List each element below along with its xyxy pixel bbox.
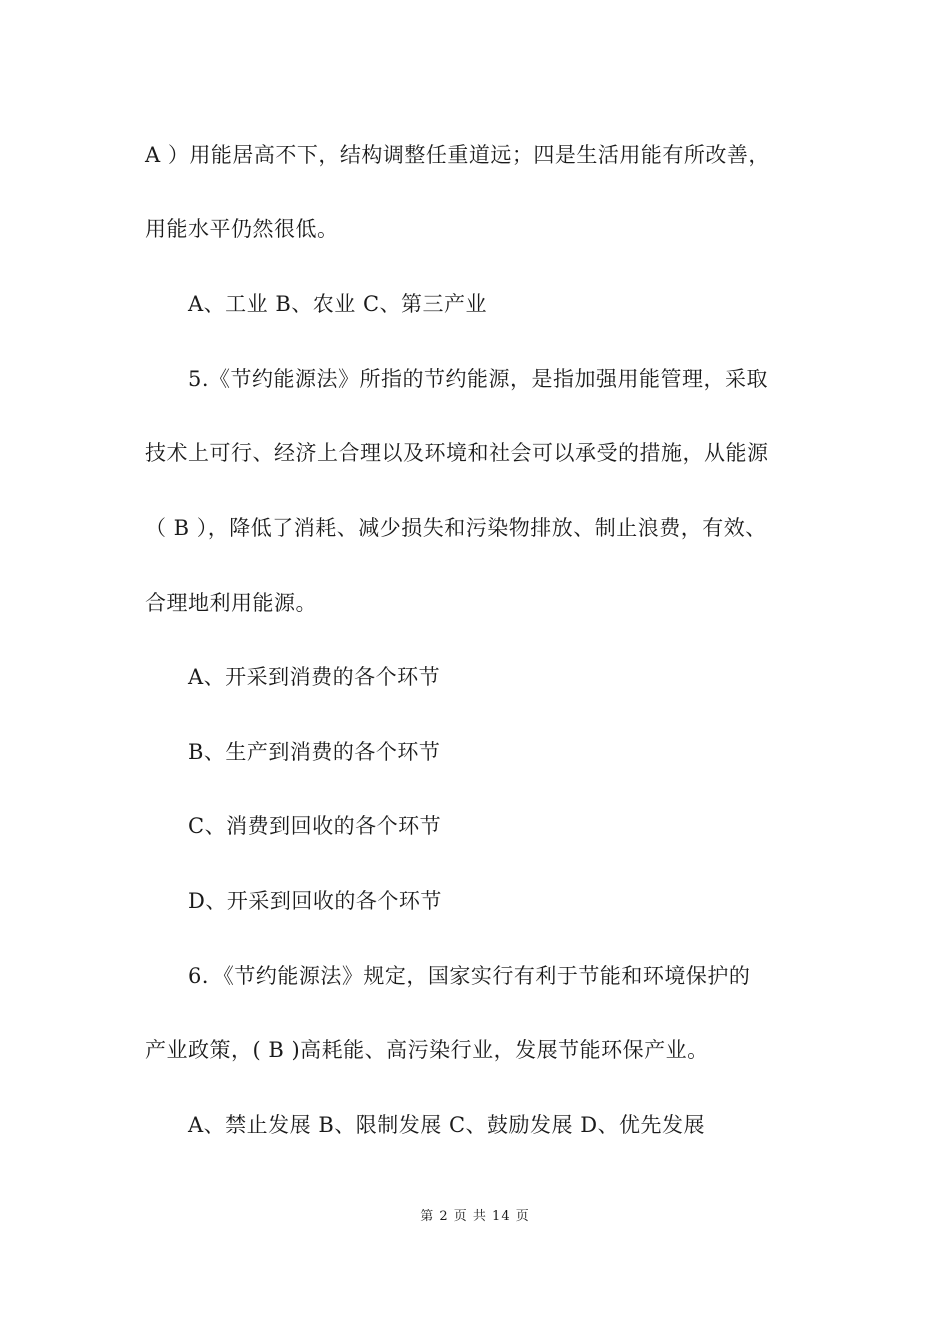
q5-question-line-4: 合理地利用能源。 xyxy=(145,591,317,615)
q5-option-b: B、生产到消费的各个环节 xyxy=(188,740,441,764)
q5-question-line-3: （ B ），降低了消耗、减少损失和污染物排放、制止浪费，有效、 xyxy=(145,516,767,540)
text-line-1: A ）用能居高不下，结构调整任重道远；四是生活用能有所改善， xyxy=(145,143,770,167)
q6-question-line-1: 6．《节约能源法》规定，国家实行有利于节能和环境保护的 xyxy=(188,964,751,988)
q5-option-c: C、消费到回收的各个环节 xyxy=(188,814,442,838)
text-line-2: 用能水平仍然很低。 xyxy=(145,217,339,241)
page-number-footer: 第 2 页 共 14 页 xyxy=(420,1209,530,1224)
q6-question-line-2: 产业政策，( B )高耗能、高污染行业，发展节能环保产业。 xyxy=(145,1038,709,1062)
q6-options: A、禁止发展 B、限制发展 C、鼓励发展 D、优先发展 xyxy=(188,1113,706,1137)
q5-option-d: D、开采到回收的各个环节 xyxy=(188,889,442,913)
q5-option-a: A、开采到消费的各个环节 xyxy=(188,665,441,689)
q5-question-line-1: 5.《节约能源法》所指的节约能源，是指加强用能管理，采取 xyxy=(188,367,769,391)
q4-options: A、工业 B、农业 C、第三产业 xyxy=(188,292,488,316)
q5-question-line-2: 技术上可行、经济上合理以及环境和社会可以承受的措施，从能源 xyxy=(145,441,769,465)
